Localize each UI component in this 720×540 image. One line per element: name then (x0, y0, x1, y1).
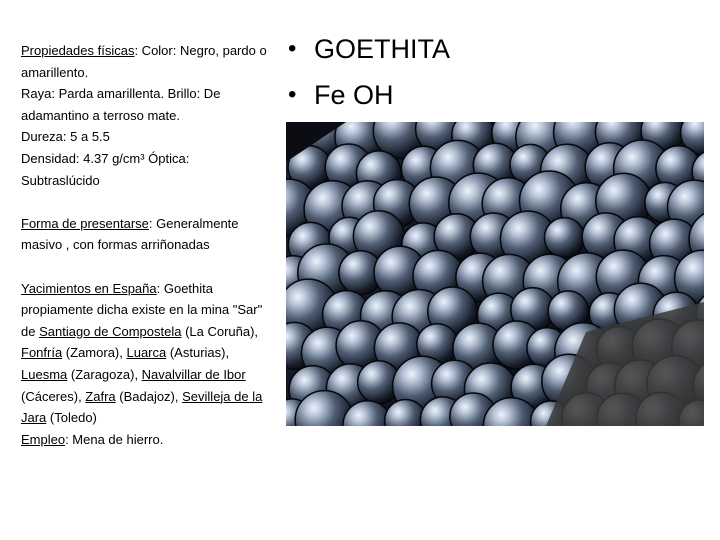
bullet-dot-icon: • (288, 35, 297, 62)
place-fonfria: Fonfría (21, 345, 63, 361)
place-santiago: Santiago de Compostela (39, 323, 182, 339)
properties-label: Propiedades físicas (21, 43, 135, 58)
yac-text-2: (Zamora), (62, 345, 127, 361)
place-sevilleja: Sevilleja de la Jara (21, 388, 263, 426)
title-bullets (288, 26, 450, 118)
yac-text-5: (Cáceres), (21, 388, 86, 404)
forma-label: Forma de presentarse (21, 215, 149, 231)
mineral-image (286, 122, 704, 426)
yacimientos-label: Yacimientos en España (21, 280, 157, 296)
yacimientos-paragraph (21, 278, 271, 429)
mineral-name: GOETHITA (314, 34, 451, 64)
place-zafra: Zafra (85, 388, 116, 404)
yac-text-0: : Goethita propiamente dicha existe en la mina "Sar" de (21, 280, 263, 339)
place-navalvillar: Navalvillar de Ibor (141, 366, 246, 382)
color-text: : Color: Negro, pardo o amarillento. (21, 43, 267, 80)
place-luesma: Luesma (21, 366, 68, 382)
yac-text-6: (Badajoz), (115, 388, 183, 404)
raya-text: Raya: Parda amarillenta. Brillo: De adamantino a terroso mate. (21, 86, 221, 123)
chemical-formula: Fe OH (314, 80, 394, 110)
bullet-goethita (288, 26, 450, 72)
description-panel (21, 40, 271, 450)
forma-text: : Generalmente masivo , con formas arriñonadas (21, 215, 239, 253)
properties-paragraph (21, 40, 271, 83)
bullet-formula (288, 72, 450, 118)
goethite-photo (286, 122, 704, 426)
bullet-dot-icon: • (288, 81, 297, 108)
empleo-paragraph (21, 429, 271, 451)
yac-text-7: (Toledo) (46, 410, 97, 426)
densidad-text: Densidad: 4.37 g/cm³ Óptica: Subtraslúcido (21, 150, 190, 188)
forma-paragraph (21, 213, 271, 256)
empleo-text: : Mena de hierro. (65, 431, 164, 447)
dureza-text: Dureza: 5 a 5.5 (21, 129, 110, 145)
yac-text-3: (Asturias), (166, 345, 230, 361)
yac-text-1: (La Coruña), (181, 323, 259, 339)
place-luarca: Luarca (126, 345, 167, 361)
empleo-label: Empleo (21, 431, 66, 447)
yac-text-4: (Zaragoza), (67, 366, 142, 382)
